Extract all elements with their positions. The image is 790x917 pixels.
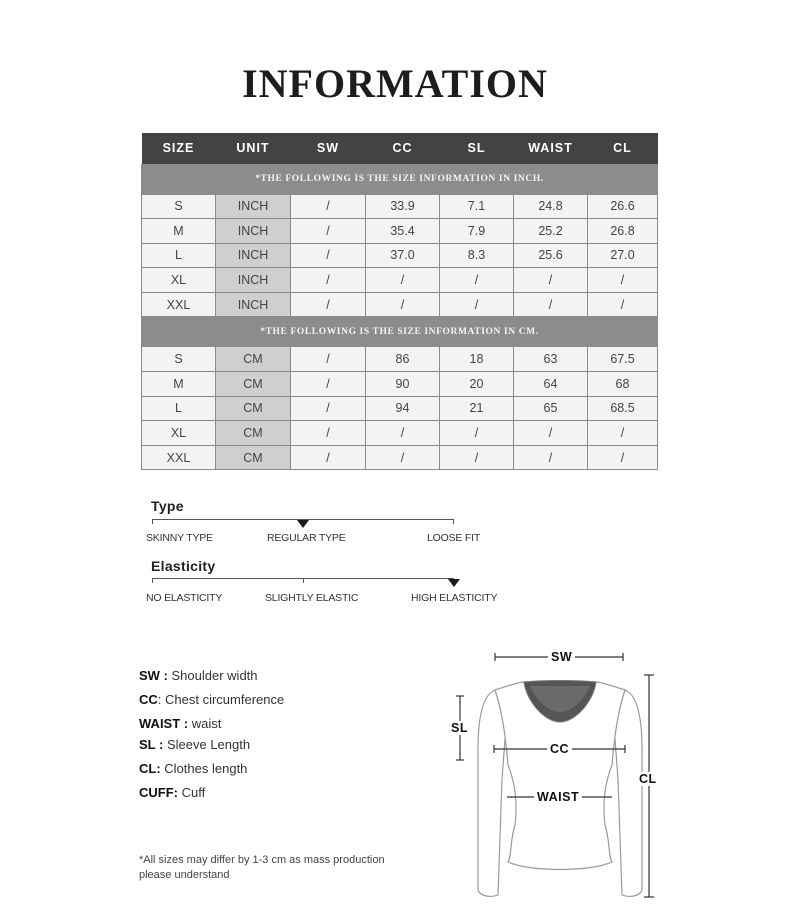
size-table	[141, 133, 658, 470]
page-title: INFORMATION	[242, 61, 548, 106]
cell-cl: /	[588, 421, 658, 446]
cell-cl: /	[588, 268, 658, 293]
cell-sl: /	[440, 292, 514, 317]
table-row	[142, 292, 658, 317]
cell-size: XL	[142, 421, 216, 446]
cell-cl: 27.0	[588, 243, 658, 268]
table-row	[142, 372, 658, 397]
cell-waist: /	[514, 421, 588, 446]
cell-waist: /	[514, 292, 588, 317]
cell-cl: /	[588, 445, 658, 470]
cell-cc: 35.4	[366, 219, 440, 244]
cell-waist: 25.2	[514, 219, 588, 244]
cell-size: L	[142, 396, 216, 421]
section-note: *THE FOLLOWING IS THE SIZE INFORMATION IN INCH.	[142, 164, 658, 194]
cell-sw: /	[291, 243, 366, 268]
elasticity-label-slight: SLIGHTLY ELASTIC	[265, 592, 359, 604]
header-sw: SW	[291, 133, 366, 164]
elasticity-label-high: HIGH ELASTICITY	[411, 592, 498, 604]
cell-unit: INCH	[216, 194, 291, 219]
cell-sl: /	[440, 268, 514, 293]
legend-item-cl: CL: Clothes length	[139, 761, 248, 776]
cell-unit: CM	[216, 396, 291, 421]
cell-sw: /	[291, 347, 366, 372]
cell-cl: 67.5	[588, 347, 658, 372]
cell-cl: 26.6	[588, 194, 658, 219]
elasticity-scale	[141, 555, 521, 610]
cell-cc: /	[366, 445, 440, 470]
legend-item-sw: SW : Shoulder width	[139, 668, 258, 683]
cell-unit: INCH	[216, 219, 291, 244]
elasticity-label-none: NO ELASTICITY	[146, 592, 223, 604]
cell-size: S	[142, 194, 216, 219]
type-scale-tick-end	[453, 519, 454, 524]
cell-unit: INCH	[216, 243, 291, 268]
cell-sl: 20	[440, 372, 514, 397]
type-scale-tick-start	[152, 519, 153, 524]
type-label-skinny: SKINNY TYPE	[146, 532, 213, 544]
cell-size: XXL	[142, 292, 216, 317]
label-waist: WAIST	[534, 790, 582, 804]
section-note-row	[142, 317, 658, 347]
cell-cl: /	[588, 292, 658, 317]
cell-sw: /	[291, 372, 366, 397]
type-scale-marker-icon	[297, 520, 309, 528]
header-waist: WAIST	[514, 133, 588, 164]
cell-cc: 33.9	[366, 194, 440, 219]
abbreviation-legend	[139, 668, 284, 809]
header-sl: SL	[440, 133, 514, 164]
cell-unit: INCH	[216, 292, 291, 317]
cell-sl: /	[440, 445, 514, 470]
label-sw: SW	[548, 650, 575, 664]
cell-cc: /	[366, 421, 440, 446]
table-row	[142, 219, 658, 244]
cell-waist: 65	[514, 396, 588, 421]
table-header-row	[142, 133, 658, 164]
legend-item-cuff: CUFF: Cuff	[139, 785, 206, 800]
cell-sl: 7.1	[440, 194, 514, 219]
cell-size: XXL	[142, 445, 216, 470]
size-disclaimer: *All sizes may differ by 1-3 cm as mass production please understand	[139, 854, 385, 881]
type-label-regular: REGULAR TYPE	[267, 532, 346, 544]
cell-sw: /	[291, 421, 366, 446]
type-scale	[141, 495, 521, 550]
cell-size: M	[142, 219, 216, 244]
type-label-loose: LOOSE FIT	[427, 532, 481, 544]
legend-item-sl: SL : Sleeve Length	[139, 737, 251, 752]
cell-cc: /	[366, 292, 440, 317]
cell-unit: INCH	[216, 268, 291, 293]
cell-waist: 24.8	[514, 194, 588, 219]
label-cc: CC	[547, 742, 572, 756]
header-cc: CC	[366, 133, 440, 164]
table-row	[142, 445, 658, 470]
legend-item-waist: WAIST : waist	[139, 716, 222, 731]
section-note-row	[142, 164, 658, 194]
cell-size: M	[142, 372, 216, 397]
garment-diagram	[440, 640, 680, 910]
cell-waist: /	[514, 445, 588, 470]
cell-unit: CM	[216, 347, 291, 372]
cell-sw: /	[291, 219, 366, 244]
elasticity-scale-tick-mid	[303, 578, 304, 583]
elasticity-scale-marker-icon	[448, 579, 460, 587]
cell-cc: 37.0	[366, 243, 440, 268]
cell-size: S	[142, 347, 216, 372]
elasticity-scale-title: Elasticity	[151, 558, 216, 574]
elasticity-scale-tick-start	[152, 578, 153, 583]
table-row	[142, 347, 658, 372]
table-row	[142, 396, 658, 421]
label-sl: SL	[448, 721, 471, 735]
cell-sw: /	[291, 268, 366, 293]
legend-item-cc: CC: Chest circumference	[139, 692, 285, 707]
table-row	[142, 421, 658, 446]
cell-sl: /	[440, 421, 514, 446]
section-note: *THE FOLLOWING IS THE SIZE INFORMATION IN CM.	[142, 317, 658, 347]
cell-sl: 7.9	[440, 219, 514, 244]
cell-unit: CM	[216, 445, 291, 470]
cell-cc: 86	[366, 347, 440, 372]
cell-cl: 68	[588, 372, 658, 397]
cell-sl: 8.3	[440, 243, 514, 268]
cell-cc: 90	[366, 372, 440, 397]
header-size: SIZE	[142, 133, 216, 164]
table-row	[142, 194, 658, 219]
cell-cl: 26.8	[588, 219, 658, 244]
cell-waist: 64	[514, 372, 588, 397]
cell-waist: 25.6	[514, 243, 588, 268]
cell-waist: 63	[514, 347, 588, 372]
header-cl: CL	[588, 133, 658, 164]
header-unit: UNIT	[216, 133, 291, 164]
label-cl: CL	[636, 772, 660, 786]
cell-sl: 21	[440, 396, 514, 421]
cell-unit: CM	[216, 372, 291, 397]
cell-unit: CM	[216, 421, 291, 446]
cell-cl: 68.5	[588, 396, 658, 421]
cell-cc: /	[366, 268, 440, 293]
table-row	[142, 243, 658, 268]
cell-sw: /	[291, 396, 366, 421]
cell-size: XL	[142, 268, 216, 293]
cell-size: L	[142, 243, 216, 268]
cell-sl: 18	[440, 347, 514, 372]
type-scale-title: Type	[151, 498, 184, 514]
cell-waist: /	[514, 268, 588, 293]
cell-cc: 94	[366, 396, 440, 421]
table-row	[142, 268, 658, 293]
cell-sw: /	[291, 445, 366, 470]
cell-sw: /	[291, 292, 366, 317]
cell-sw: /	[291, 194, 366, 219]
